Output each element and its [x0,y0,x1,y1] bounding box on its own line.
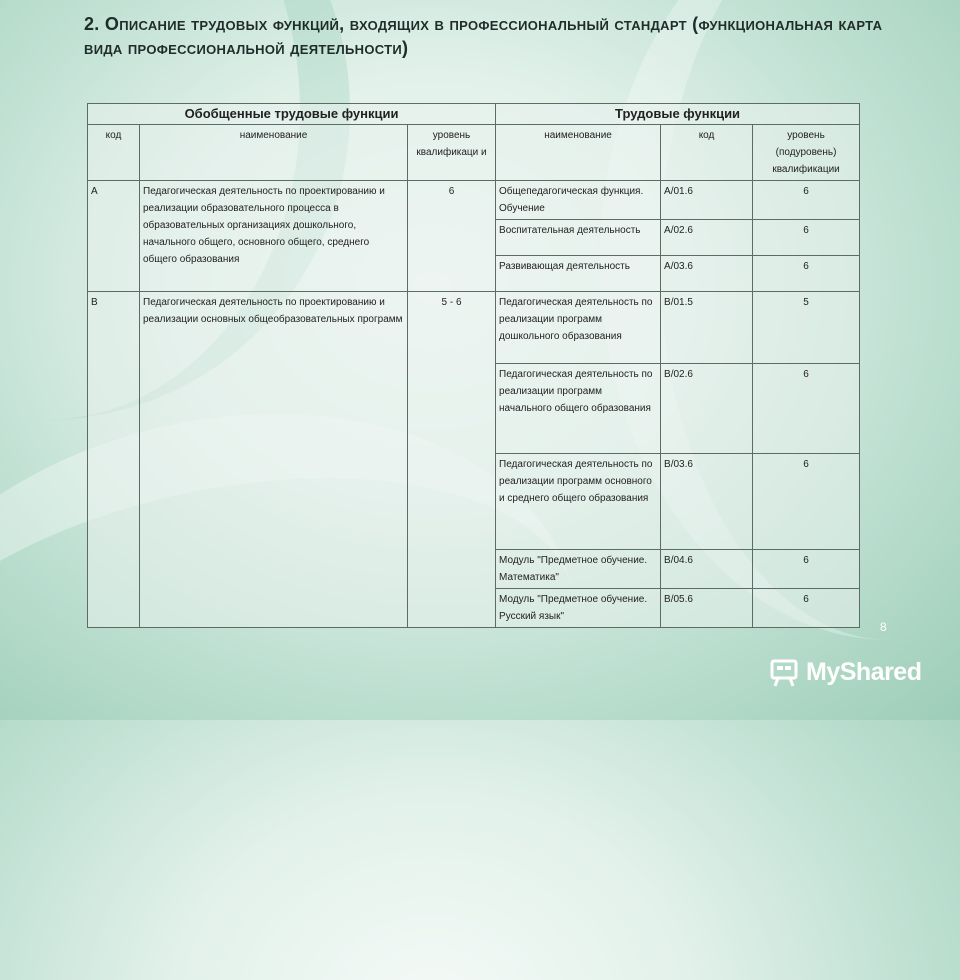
function-code: А/02.6 [661,220,753,256]
function-name: Педагогическая деятельность по реализации программ основного и среднего общего образования [496,454,661,550]
generalized-code: А [88,181,140,292]
generalized-name: Педагогическая деятельность по проектированию и реализации образовательного процесса в образовательных организациях дошкольного, начального общего, основного общего, среднего общего образования [140,181,408,292]
function-level: 6 [753,364,860,454]
function-name: Воспитательная деятельность [496,220,661,256]
header-qualification-level: уровень квалификаци и [408,125,496,181]
function-code: А/01.6 [661,181,753,220]
header-function-level: уровень (подуровень) квалификации [753,125,860,181]
function-code: В/04.6 [661,550,753,589]
function-name: Модуль "Предметное обучение. Математика" [496,550,661,589]
logo-text: MyShared [806,657,922,686]
header-name: наименование [140,125,408,181]
function-code: В/02.6 [661,364,753,454]
function-code: В/03.6 [661,454,753,550]
generalized-code: В [88,292,140,628]
function-level: 6 [753,181,860,220]
function-code: А/03.6 [661,256,753,292]
generalized-name: Педагогическая деятельность по проектированию и реализации основных общеобразовательных программ [140,292,408,628]
table-row [88,292,860,364]
table-row [88,181,860,220]
header-labor-functions: Трудовые функции [496,104,860,125]
slide-title: 2. Описание трудовых функций, входящих в профессиональный стандарт (функциональная карта вида профессиональной деятельности) [84,14,883,58]
function-level: 6 [753,589,860,628]
myshared-logo[interactable] [768,656,921,688]
generalized-level: 5 - 6 [408,292,496,628]
header-generalized-functions: Обобщенные трудовые функции [88,104,496,125]
function-code: В/01.5 [661,292,753,364]
header-code: код [88,125,140,181]
sub-header-row [88,125,860,181]
function-level: 6 [753,454,860,550]
page-number: 8 [880,620,887,634]
function-level: 5 [753,292,860,364]
functional-map-table [87,103,860,628]
function-level: 6 [753,220,860,256]
header-function-code: код [661,125,753,181]
function-name: Развивающая деятельность [496,256,661,292]
function-level: 6 [753,256,860,292]
function-level: 6 [753,550,860,589]
function-name: Педагогическая деятельность по реализации программ дошкольного образования [496,292,661,364]
presentation-board-icon [768,656,800,688]
function-code: В/05.6 [661,589,753,628]
function-name: Модуль "Предметное обучение. Русский язык" [496,589,661,628]
group-header-row [88,104,860,125]
header-function-name: наименование [496,125,661,181]
function-name: Общепедагогическая функция. Обучение [496,181,661,220]
generalized-level: 6 [408,181,496,292]
function-name: Педагогическая деятельность по реализации программ начального общего образования [496,364,661,454]
